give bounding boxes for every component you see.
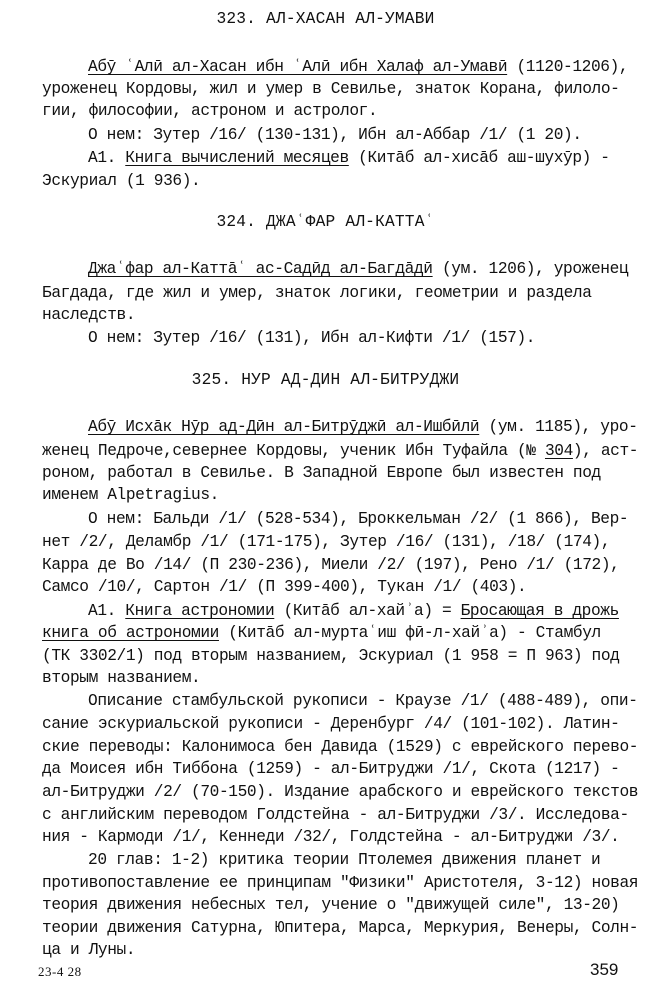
entry-325-p4-line3: ские переводы: Калонимоса бен Давида (1529) с еврейского перево- bbox=[42, 738, 639, 756]
text: (Китāб ал-хайʾа) = bbox=[274, 602, 461, 620]
entry-325-p1-line3: роном, работал в Севилье. В Западной Европе был известен под bbox=[42, 464, 601, 482]
work-alt-title: Бросающая в дрожь bbox=[460, 602, 619, 620]
work-title: Книга вычислений месяцев bbox=[125, 149, 349, 167]
entry-325-p2-line3: Карра де Во /14/ (П 230-236), Миели /2/ (197), Рено /1/ (172), bbox=[42, 556, 620, 574]
entry-325-p5-line5: ца и Луны. bbox=[42, 941, 136, 959]
entry-323-p1-line1 bbox=[88, 56, 628, 78]
entry-325-p4-line4: да Моисея ибн Тиббона (1259) - ал-Битруджи /1/, Скота (1217) - bbox=[42, 760, 620, 778]
author-name: Абӯ Исхāк Нӯр ад-Дӣн ал-Битрӯджӣ ал-Ишбӣлӣ bbox=[88, 418, 480, 436]
entry-325-p4-line5: ал-Битруджи /2/ (70-150). Издание арабского и еврейского текстов bbox=[42, 783, 639, 801]
entry-325-p3-line1 bbox=[88, 600, 619, 622]
entry-323-p3-line2: Эскуриал (1 936). bbox=[42, 172, 201, 190]
entry-324-p1-line2: Багдада, где жил и умер, знаток логики, геометрии и раздела bbox=[42, 284, 592, 302]
author-name: Абӯ ʿАлӣ ал-Хасан ибн ʿАлӣ ибн Халаф ал-Умавӣ bbox=[88, 58, 508, 76]
entry-325-p2-line1: О нем: Бальди /1/ (528-534), Броккельман /2/ (1 866), Вер- bbox=[88, 510, 629, 528]
entry-325-p4-line6: с английским переводом Голдстейна - ал-Битруджи /3/. Исследова- bbox=[42, 806, 629, 824]
entry-325-p5-line3: теория движения небесных тел, учение о "движущей силе", 13-20) bbox=[42, 896, 620, 914]
entry-324-p1-line1 bbox=[88, 258, 628, 280]
entry-324-heading: 324. ДЖАʿФАР АЛ-КАТТАʿ bbox=[216, 213, 435, 231]
entry-325-p2-line4: Самсо /10/, Сартон /1/ (П 399-400), Тукан /1/ (403). bbox=[42, 578, 527, 596]
entry-325-p1-line2 bbox=[42, 440, 638, 462]
author-name: Джаʿфар ал-Каттāʿ ас-Садӣд ал-Багдāдӣ bbox=[88, 260, 433, 278]
entry-324-p2: О нем: Зутер /16/ (131), Ибн ал-Кифти /1/ (157). bbox=[88, 329, 536, 347]
entry-325-p2-line2: нет /2/, Деламбр /1/ (171-175), Зутер /16/ (131), /18/ (174), bbox=[42, 533, 611, 551]
text: женец Педроче,севернее Кордовы, ученик Ибн Туфайла (№ bbox=[42, 442, 545, 460]
item-number: А1. bbox=[88, 149, 126, 167]
work-title: Книга астрономии bbox=[125, 602, 275, 620]
entry-325-p4-line1: Описание стамбульской рукописи - Краузе /1/ (488-489), опи- bbox=[88, 692, 638, 710]
cross-reference: 304 bbox=[544, 442, 573, 460]
text: (ум. 1206), уроженец bbox=[432, 260, 629, 278]
entry-323-p1-line2: уроженец Кордовы, жил и умер в Севилье, знаток Корана, филоло- bbox=[42, 80, 620, 98]
work-alt-title: книга об астрономии bbox=[42, 624, 219, 642]
entry-325-p1-line4: именем Alpetragius. bbox=[42, 486, 219, 504]
entry-323-p3-line1 bbox=[88, 147, 610, 169]
entry-325-p5-line4: теории движения Сатурна, Юпитера, Марса, Меркурия, Венеры, Солн- bbox=[42, 919, 639, 937]
text: (Китāб ал-муртаʿиш фӣ-л-хайʾа) - Стамбул bbox=[218, 624, 601, 642]
entry-325-p4-line7: ния - Кармоди /1/, Кеннеди /32/, Голдстейна - ал-Битруджи /3/. bbox=[42, 828, 620, 846]
print-signature: 23-4 28 bbox=[38, 964, 82, 979]
page-number: 359 bbox=[590, 960, 619, 979]
entry-325-p3-line2 bbox=[42, 622, 601, 644]
entry-323-p2: О нем: Зутер /16/ (130-131), Ибн ал-Аббар /1/ (1 20). bbox=[88, 126, 582, 144]
text: (1120-1206), bbox=[507, 58, 629, 76]
entry-325-p4-line2: сание эскуриальской рукописи - Деренбург /4/ (101-102). Латин- bbox=[42, 715, 620, 733]
entry-325-p5-line1: 20 глав: 1-2) критика теории Птолемея движения планет и bbox=[88, 851, 601, 869]
text: (Китāб ал-хисāб аш-шухӯр) - bbox=[348, 149, 610, 167]
entry-324-p1-line3: наследств. bbox=[42, 306, 136, 324]
entry-325-heading: 325. НУР АД-ДИН АЛ-БИТРУДЖИ bbox=[191, 371, 460, 389]
entry-325-p5-line2: противопоставление ее принципам "Физики" Аристотеля, 3-12) новая bbox=[42, 874, 639, 892]
entry-325-p1-line1 bbox=[88, 416, 638, 438]
entry-323-heading: 323. АЛ-ХАСАН АЛ-УМАВИ bbox=[216, 10, 435, 28]
text: ), аст- bbox=[572, 442, 639, 460]
entry-325-p3-line4: вторым названием. bbox=[42, 669, 201, 687]
entry-323-p1-line3: гии, философии, астроном и астролог. bbox=[42, 102, 378, 120]
item-number: А1. bbox=[88, 602, 126, 620]
text: (ум. 1185), уро- bbox=[479, 418, 638, 436]
entry-325-p3-line3: (ТК 3302/1) под вторым названием, Эскуриал (1 958 = П 963) под bbox=[42, 647, 620, 665]
